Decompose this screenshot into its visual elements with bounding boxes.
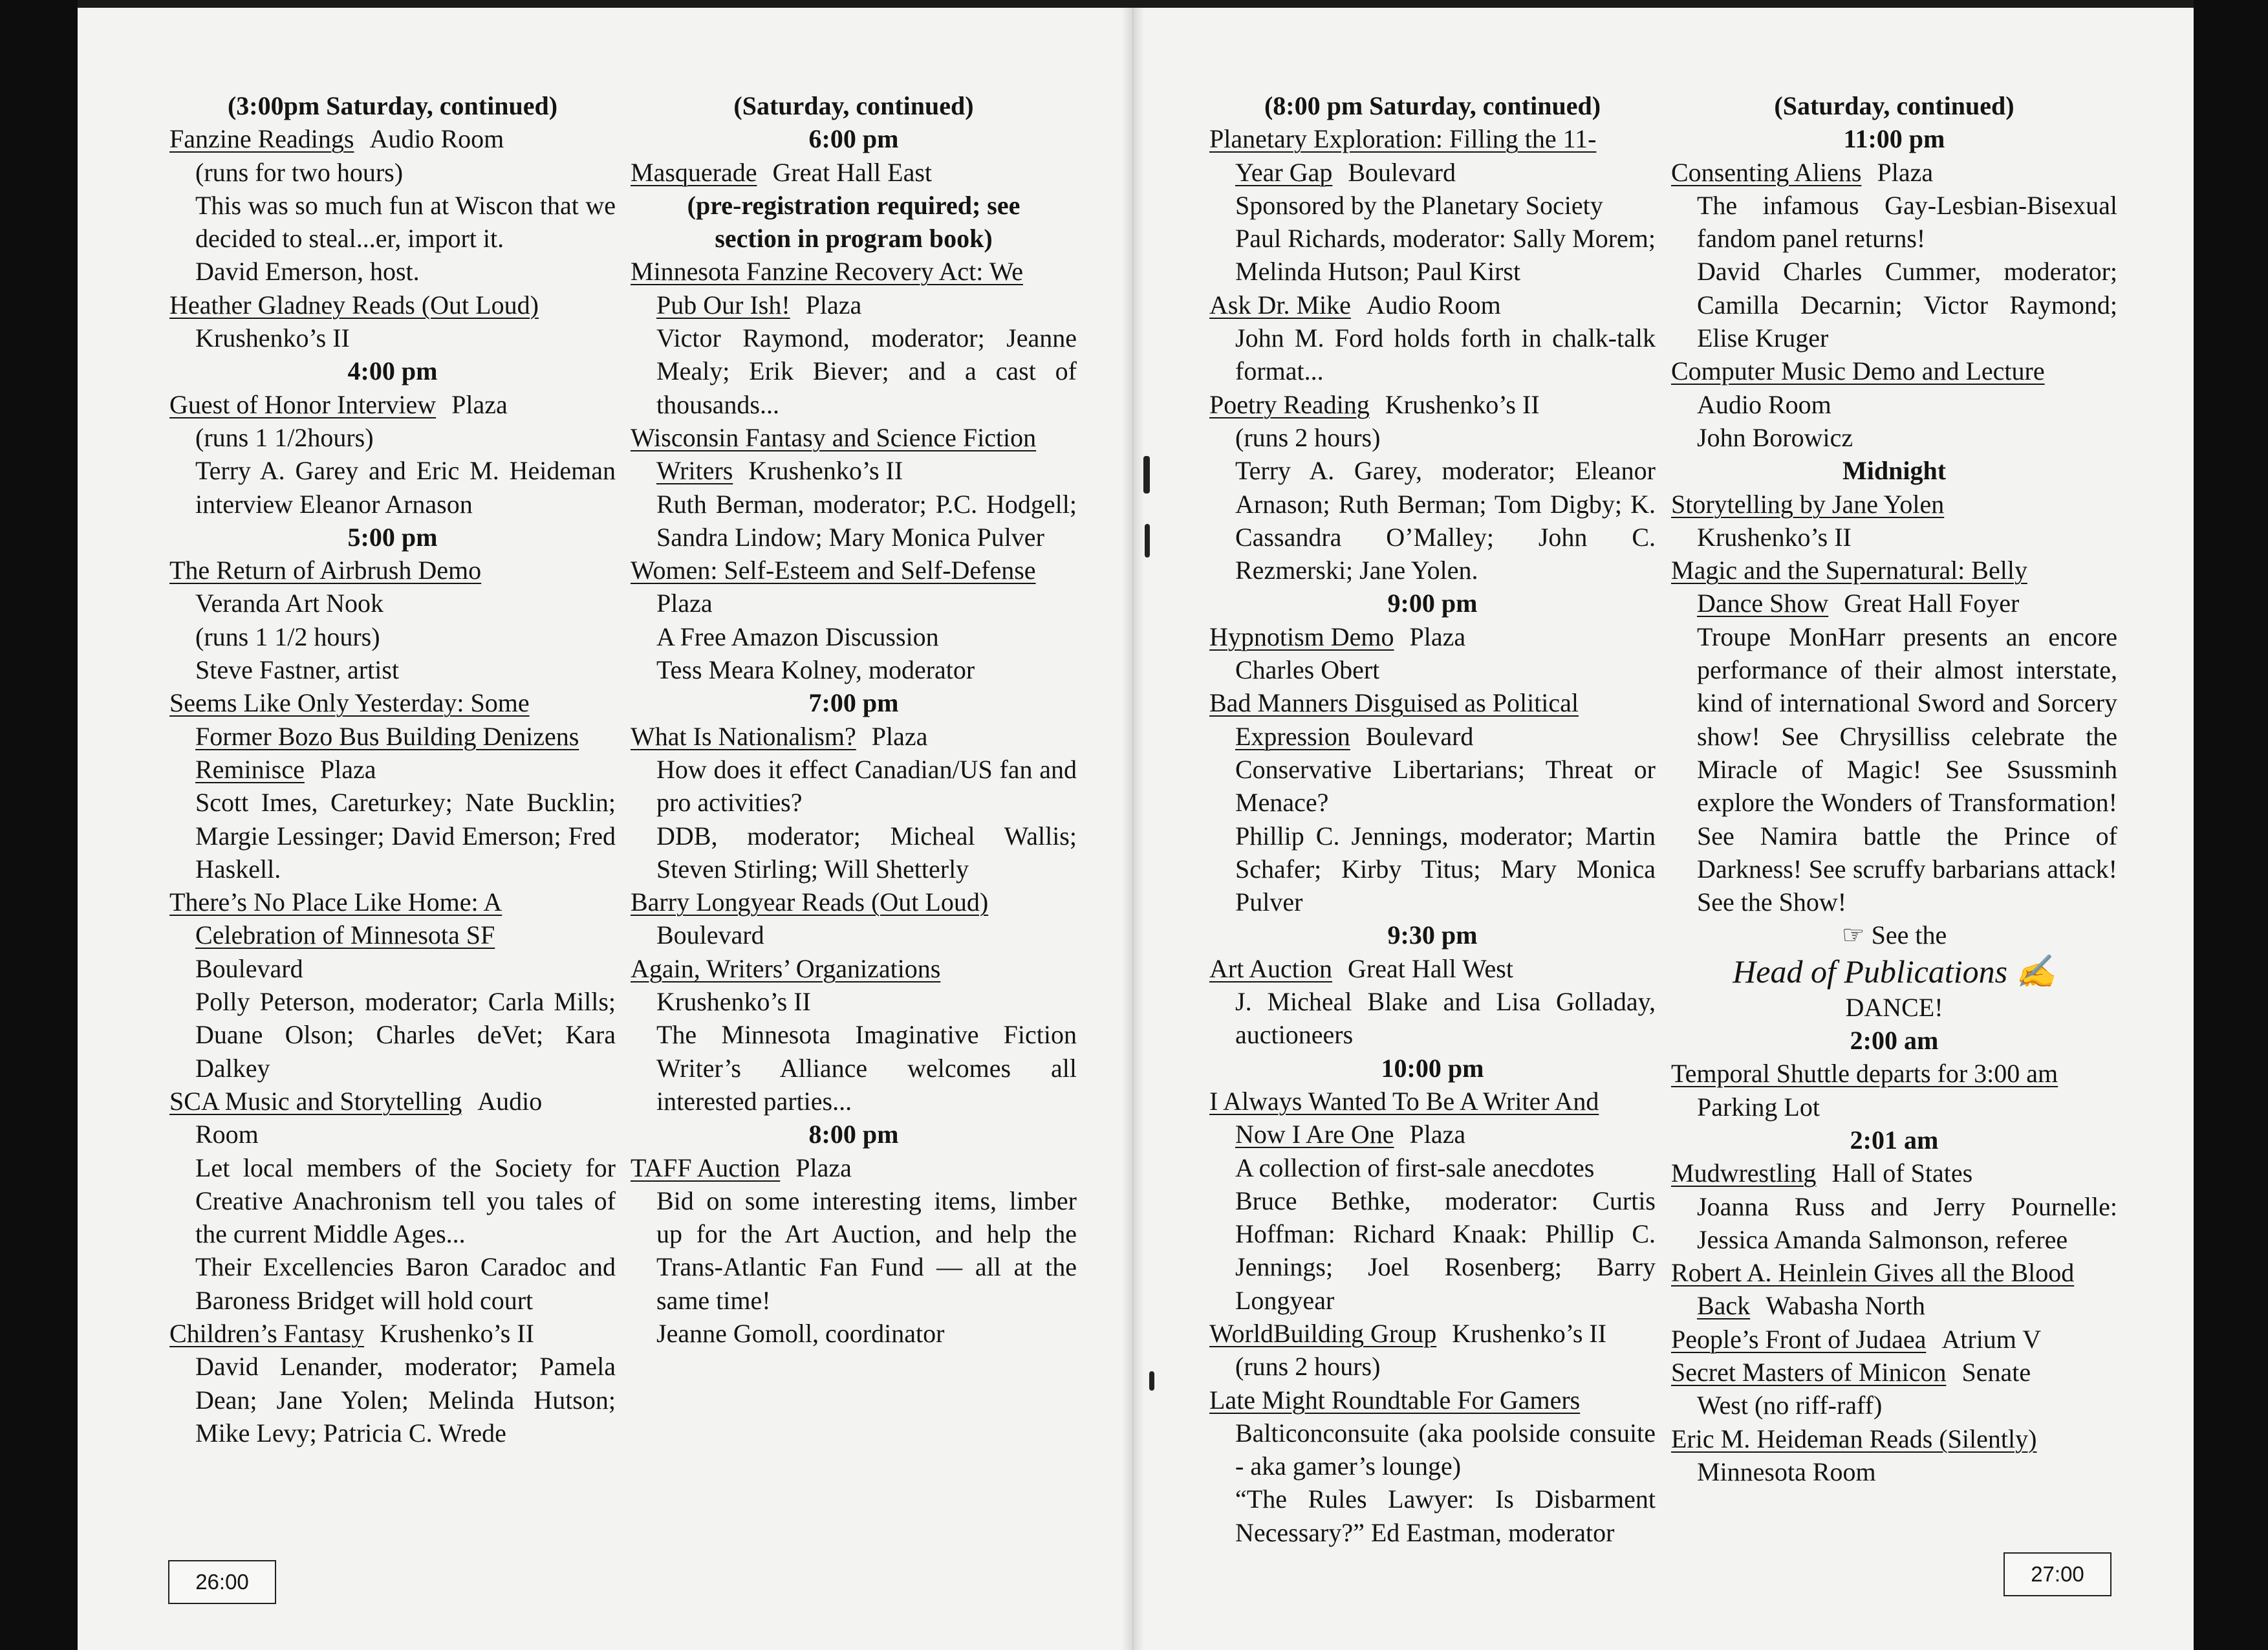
preregistration-note: (pre-registration required; see section in program book): [687, 190, 1021, 254]
event-title: SCA Music and Storytelling: [169, 1086, 462, 1116]
event-heinlein-blood: [1671, 1256, 2117, 1323]
event-title: Planetary Exploration: Filling the 11-: [1209, 124, 1597, 154]
event-title: Wisconsin Fantasy and Science Fiction: [631, 422, 1037, 452]
event-detail: Charles Obert: [1235, 655, 1380, 685]
event-title: Again, Writers’ Organizations: [631, 953, 941, 983]
event-yolen-storytelling: [1671, 488, 2117, 554]
event-room: Plaza: [1877, 157, 1934, 187]
event-title: WorldBuilding Group: [1209, 1318, 1437, 1348]
event-detail: Paul Richards, moderator: Sally Morem; Melinda Hutson; Paul Kirst: [1235, 224, 1656, 287]
event-room: Krushenko’s II: [748, 456, 903, 486]
column-header: (8:00 pm Saturday, continued): [1264, 91, 1601, 120]
head-of-publications: Head of Publications ✍: [1733, 953, 2056, 990]
event-title: Temporal Shuttle departs for 3:00 am: [1671, 1059, 2058, 1089]
time-heading: 6:00 pm: [808, 124, 899, 154]
event-title: Minnesota Fanzine Recovery Act: We: [631, 257, 1023, 287]
event-title: Computer Music Demo and Lecture: [1671, 356, 2045, 386]
staple-mark: [1143, 456, 1150, 494]
event-detail: Their Excellencies Baron Caradoc and Baroness Bridget will hold court: [195, 1252, 616, 1315]
event-detail: Troupe MonHarr presents an encore performance of their almost interstate, kind of international Sword and Sorcery show! See Chrysilliss celebrate the Miracle of Magic! See Ssussminh explore the Wonders of Transformation! See Namira battle the Prince of Darkness! See scruffy barbarians attack! See the Show!: [1697, 622, 2117, 917]
event-gamers-roundtable: [1209, 1384, 1656, 1549]
event-detail: Sponsored by the Planetary Society: [1235, 190, 1603, 220]
event-detail: Joanna Russ and Jerry Pournelle: Jessica Amanda Salmonson, referee: [1697, 1191, 2117, 1254]
event-room: Great Hall West: [1347, 953, 1513, 983]
event-title: TAFF Auction: [631, 1153, 781, 1182]
event-computer-music: [1671, 354, 2117, 454]
event-judaea: [1671, 1323, 2117, 1356]
event-title: Heather Gladney Reads (Out Loud): [169, 290, 539, 320]
scan-edge-left: [0, 0, 78, 1650]
time-heading: Midnight: [1842, 456, 1947, 486]
event-title-cont: Writers: [656, 456, 733, 486]
event-detail: Conservative Libertarians; Threat or Menace?: [1235, 754, 1656, 818]
column-1: [169, 89, 616, 1449]
column-header: (Saturday, continued): [1774, 91, 2014, 120]
event-nationalism: [631, 720, 1077, 885]
staple-mark: [1149, 1371, 1154, 1391]
event-detail: (runs 1 1/2 hours): [195, 622, 380, 651]
event-hypnotism-demo: [1209, 620, 1656, 687]
event-detail: Steve Fastner, artist: [195, 655, 399, 685]
event-room: Plaza: [805, 290, 862, 320]
event-goh-interview: [169, 388, 616, 521]
event-room: Audio Room: [1366, 290, 1501, 320]
column-3: [1209, 89, 1656, 1549]
event-title: Eric M. Heideman Reads (Silently): [1671, 1424, 2037, 1453]
time-heading: 9:00 pm: [1387, 589, 1478, 618]
event-room: Minnesota Room: [1697, 1457, 1876, 1486]
event-room: Krushenko’s II: [195, 323, 350, 353]
event-room: Hall of States: [1831, 1158, 1973, 1188]
event-detail: A Free Amazon Discussion: [656, 622, 939, 651]
event-room: Boulevard: [1348, 157, 1456, 187]
event-detail: John M. Ford holds forth in chalk-talk format...: [1235, 323, 1656, 386]
event-title: Hypnotism Demo: [1209, 622, 1394, 651]
event-room: Senate: [1961, 1357, 2031, 1387]
event-room: Krushenko’s II: [1452, 1318, 1607, 1348]
event-detail: (runs 1 1/2hours): [195, 422, 374, 452]
event-title: Fanzine Readings: [169, 124, 354, 154]
event-title: There’s No Place Like Home: A: [169, 887, 502, 917]
event-room: Audio Room: [1697, 389, 1831, 419]
event-room: Boulevard: [1365, 721, 1474, 751]
event-title: What Is Nationalism?: [631, 721, 856, 751]
event-bad-manners: [1209, 686, 1656, 918]
event-title-cont: Now I Are One: [1235, 1120, 1394, 1149]
event-room: Balticonconsuite (aka poolside consuite - aka gamer’s lounge): [1235, 1418, 1656, 1481]
event-detail: Tess Meara Kolney, moderator: [656, 655, 975, 685]
event-detail: David Emerson, host.: [195, 257, 420, 287]
time-heading: 2:00 am: [1850, 1026, 1939, 1056]
event-room: Wabasha North: [1766, 1291, 1925, 1321]
event-title-cont: Dance Show: [1697, 589, 1829, 618]
event-detail: Jeanne Gomoll, coordinator: [656, 1318, 945, 1348]
event-title: Women: Self-Esteem and Self-Defense: [631, 556, 1036, 585]
event-detail: John Borowicz: [1697, 422, 1853, 452]
event-title: Poetry Reading: [1209, 389, 1370, 419]
event-writer-and-now: [1209, 1085, 1656, 1317]
event-worldbuilding: [1209, 1317, 1656, 1384]
event-room: Plaza: [656, 589, 713, 618]
time-heading: 8:00 pm: [808, 1120, 899, 1149]
event-detail: (runs 2 hours): [1235, 422, 1381, 452]
event-detail: “The Rules Lawyer: Is Disbarment Necessary?” Ed Eastman, moderator: [1235, 1484, 1656, 1547]
column-header: (Saturday, continued): [733, 91, 974, 120]
event-title: Mudwrestling: [1671, 1158, 1817, 1188]
event-room: Plaza: [451, 389, 508, 419]
event-title: Seems Like Only Yesterday: Some: [169, 688, 530, 718]
time-heading: 2:01 am: [1850, 1125, 1939, 1155]
event-room: Plaza: [795, 1153, 852, 1182]
column-header: (3:00pm Saturday, continued): [227, 91, 558, 120]
event-detail: A collection of first-sale anecdotes: [1235, 1153, 1595, 1182]
event-room: Plaza: [319, 754, 376, 784]
event-title-cont: Pub Our Ish!: [656, 290, 790, 320]
event-room: Audio Room: [369, 124, 504, 154]
scan-edge-right: [2194, 0, 2268, 1650]
event-heideman-reads: [1671, 1422, 2117, 1489]
event-gladney-reads: [169, 288, 616, 355]
event-mudwrestling: [1671, 1156, 2117, 1256]
event-masquerade: [631, 156, 1077, 189]
column-4: [1671, 89, 2117, 1488]
event-detail: Bruce Bethke, moderator: Curtis Hoffman: Richard Knaak: Phillip C. Jennings; Joel Rosenberg; Barry Longyear: [1235, 1186, 1656, 1315]
event-wisconsin-writers: [631, 421, 1077, 554]
event-detail: Terry A. Garey and Eric M. Heideman interview Eleanor Arnason: [195, 456, 616, 519]
event-title: Late Might Roundtable For Gamers: [1209, 1385, 1581, 1415]
event-room: Krushenko’s II: [1697, 522, 1852, 552]
time-heading: 11:00 pm: [1843, 124, 1945, 154]
staple-mark: [1145, 524, 1150, 558]
event-room: Parking Lot: [1697, 1092, 1820, 1122]
event-detail: Let local members of the Society for Creative Anachronism tell you tales of the current Middle Ages...: [195, 1153, 616, 1249]
event-detail: Phillip C. Jennings, moderator; Martin Schafer; Kirby Titus; Mary Monica Pulver: [1235, 821, 1656, 917]
event-airbrush-demo: [169, 554, 616, 686]
event-room-cont: West (no riff-raff): [1697, 1391, 1883, 1420]
event-title: Children’s Fantasy: [169, 1318, 365, 1348]
event-title: Ask Dr. Mike: [1209, 290, 1351, 320]
event-room: Atrium V: [1941, 1324, 2042, 1354]
event-detail: Scott Imes, Careturkey; Nate Bucklin; Margie Lessinger; David Emerson; Fred Haskell.: [195, 788, 616, 884]
event-poetry-reading: [1209, 388, 1656, 587]
column-2: [631, 89, 1077, 1350]
event-room: Great Hall East: [772, 157, 933, 187]
event-title-cont: Back: [1697, 1291, 1751, 1321]
event-title-cont: Celebration of Minnesota SF: [195, 920, 495, 950]
event-planetary-exploration: [1209, 122, 1656, 288]
event-room: Audio: [477, 1086, 543, 1116]
event-detail: Ruth Berman, moderator; P.C. Hodgell; Sandra Lindow; Mary Monica Pulver: [656, 489, 1077, 552]
event-art-auction: [1209, 952, 1656, 1052]
event-sca-music: [169, 1085, 616, 1317]
event-room: Plaza: [1409, 1120, 1466, 1149]
event-room: Krushenko’s II: [380, 1318, 534, 1348]
page-number-left: 26:00: [168, 1560, 276, 1604]
time-heading: 4:00 pm: [347, 356, 438, 386]
event-title: Art Auction: [1209, 953, 1332, 983]
event-title-cont: Reminisce: [195, 754, 305, 784]
event-title: Guest of Honor Interview: [169, 389, 437, 419]
event-room: Krushenko’s II: [1385, 389, 1540, 419]
event-writers-organizations: [631, 952, 1077, 1118]
event-title-cont: Expression: [1235, 721, 1350, 751]
event-room: Great Hall Foyer: [1844, 589, 2020, 618]
event-title: Robert A. Heinlein Gives all the Blood: [1671, 1258, 2075, 1288]
event-room: Boulevard: [656, 920, 764, 950]
event-detail: (runs 2 hours): [1235, 1352, 1381, 1382]
event-childrens-fantasy: [169, 1317, 616, 1449]
event-detail: David Charles Cummer, moderator; Camilla Decarnin; Victor Raymond; Elise Kruger: [1697, 257, 2117, 353]
event-title: Storytelling by Jane Yolen: [1671, 489, 1945, 519]
event-detail: The Minnesota Imaginative Fiction Writer’s Alliance welcomes all interested parties...: [656, 1020, 1077, 1116]
time-heading: 7:00 pm: [808, 688, 899, 718]
event-secret-masters: [1671, 1356, 2117, 1422]
event-temporal-shuttle: [1671, 1057, 2117, 1124]
event-ask-dr-mike: [1209, 288, 1656, 388]
event-detail: Terry A. Garey, moderator; Eleanor Arnason; Ruth Berman; Tom Digby; K. Cassandra O’Malley; John C. Rezmerski; Jane Yolen.: [1235, 456, 1656, 585]
event-detail: This was so much fun at Wiscon that we decided to steal...er, import it.: [195, 190, 616, 254]
event-title: Consenting Aliens: [1671, 157, 1862, 187]
event-title: Bad Manners Disguised as Political: [1209, 688, 1579, 718]
event-consenting-aliens: [1671, 156, 2117, 355]
event-detail: Bid on some interesting items, limber up for the Art Auction, and help the Trans-Atlantic Fan Fund — all at the same time!: [656, 1186, 1077, 1315]
event-title: Masquerade: [631, 157, 757, 187]
see-the-line: ☞ See the: [1841, 920, 1947, 950]
event-title-cont: Former Bozo Bus Building Denizens: [195, 721, 579, 751]
event-room: Plaza: [1409, 622, 1466, 651]
event-room: Veranda Art Nook: [195, 589, 384, 618]
event-title: I Always Wanted To Be A Writer And: [1209, 1086, 1599, 1116]
event-room: Boulevard: [195, 953, 303, 983]
time-heading: 10:00 pm: [1381, 1053, 1484, 1083]
event-detail: DDB, moderator; Micheal Wallis; Steven Stirling; Will Shetterly: [656, 821, 1077, 884]
event-taff-auction: [631, 1151, 1077, 1351]
event-belly-dance: [1671, 554, 2117, 918]
book-gutter: [1122, 8, 1144, 1650]
event-detail: Polly Peterson, moderator; Carla Mills; Duane Olson; Charles deVet; Kara Dalkey: [195, 987, 616, 1083]
event-room-cont: Room: [195, 1120, 259, 1149]
event-women-self-defense: [631, 554, 1077, 686]
event-title-cont: Year Gap: [1235, 157, 1333, 187]
event-detail: J. Micheal Blake and Lisa Golladay, auctioneers: [1235, 987, 1656, 1050]
event-detail: How does it effect Canadian/US fan and pro activities?: [656, 754, 1077, 818]
event-detail: The infamous Gay-Lesbian-Bisexual fandom panel returns!: [1697, 190, 2117, 254]
event-detail: Victor Raymond, moderator; Jeanne Mealy; Erik Biever; and a cast of thousands...: [656, 323, 1077, 419]
event-detail: David Lenander, moderator; Pamela Dean; Jane Yolen; Melinda Hutson; Mike Levy; Patricia C. Wrede: [195, 1352, 616, 1448]
event-longyear-reads: [631, 885, 1077, 952]
event-fanzine-readings: [169, 122, 616, 288]
dance-line: DANCE!: [1845, 992, 1943, 1022]
event-detail: (runs for two hours): [195, 157, 404, 187]
page-number-right: 27:00: [2003, 1552, 2111, 1596]
event-title: People’s Front of Judaea: [1671, 1324, 1927, 1354]
event-no-place-like-home: [169, 885, 616, 1085]
event-title: Barry Longyear Reads (Out Loud): [631, 887, 989, 917]
event-title: Secret Masters of Minicon: [1671, 1357, 1947, 1387]
event-bozo-bus: [169, 686, 616, 885]
event-fanzine-recovery: [631, 255, 1077, 420]
time-heading: 5:00 pm: [347, 522, 438, 552]
event-room: Krushenko’s II: [656, 987, 811, 1017]
event-title: The Return of Airbrush Demo: [169, 556, 482, 585]
event-title: Magic and the Supernatural: Belly: [1671, 556, 2027, 585]
time-heading: 9:30 pm: [1387, 920, 1478, 950]
event-room: Plaza: [871, 721, 928, 751]
